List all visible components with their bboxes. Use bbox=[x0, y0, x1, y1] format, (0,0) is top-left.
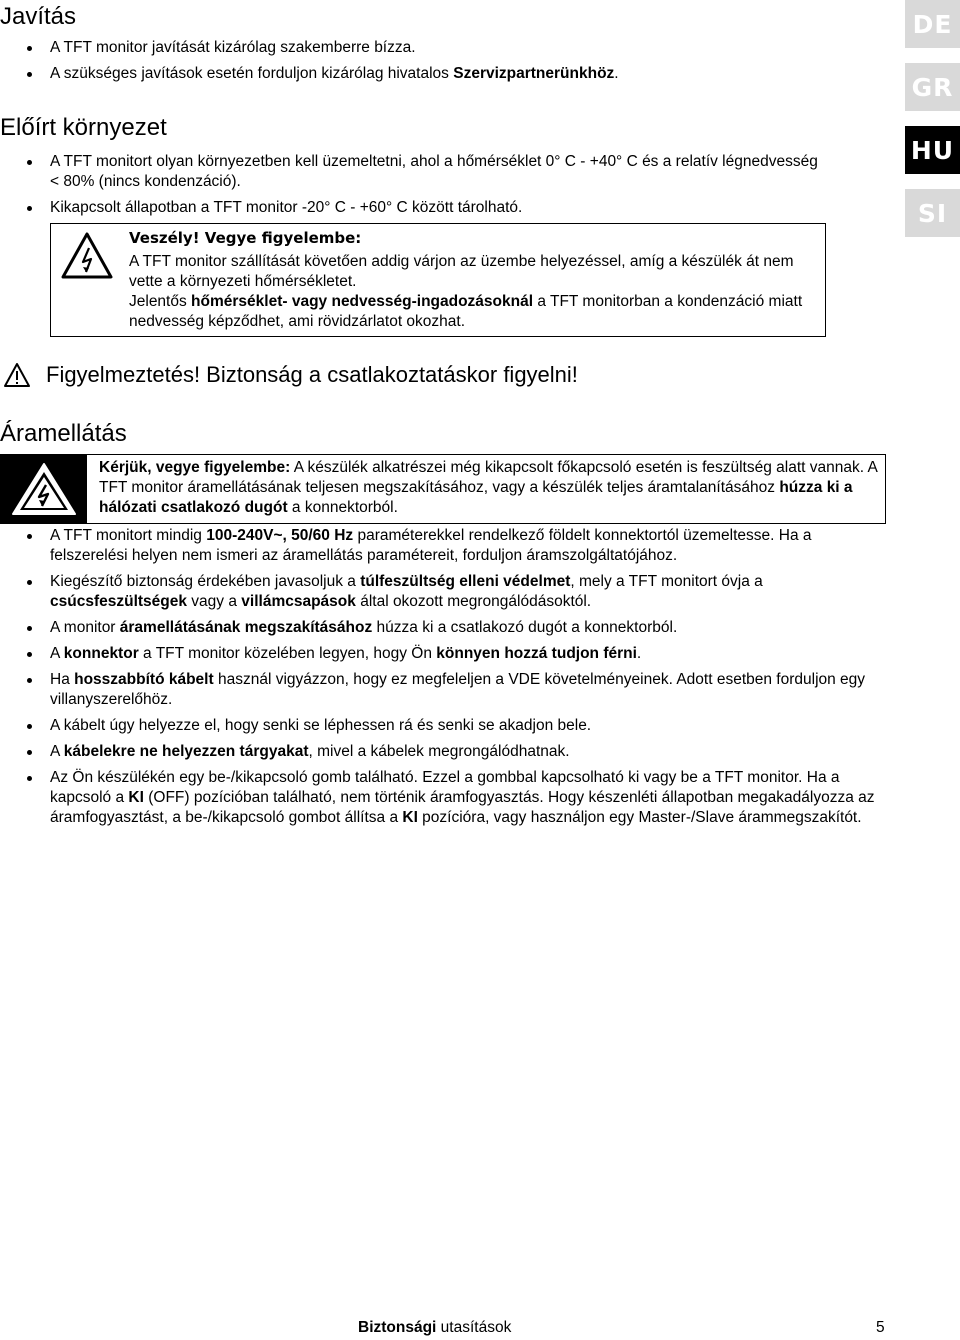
text-run: paraméterekkel rendelkező földelt konnektortól üzemeltesse. Ha a felszerelési helyen nem ismeri az áramellátás paramétereit, forduljon áramszolgáltatójához. bbox=[50, 527, 812, 564]
emphasis-text: 100-240V~, 50/60 Hz bbox=[206, 527, 354, 544]
list-item bbox=[0, 38, 880, 58]
list-item bbox=[0, 526, 880, 566]
text-run: a konnektorból. bbox=[287, 499, 398, 516]
emphasis-text: húzza ki a hálózati csatlakozó dugót bbox=[99, 479, 853, 516]
electric-hazard-panel bbox=[1, 455, 87, 523]
kornyezet-list bbox=[0, 152, 830, 218]
power-notice-box bbox=[0, 454, 886, 524]
text-run: Kikapcsolt állapotban a TFT monitor -20° C - +60° C között tárolható. bbox=[50, 199, 523, 216]
emphasis-text: hőmérséklet- vagy nedvesség-ingadozásoknál bbox=[191, 293, 534, 310]
warning-icon bbox=[3, 362, 31, 388]
danger-paragraph-1 bbox=[129, 252, 809, 292]
footer-title-bold: Biztonsági bbox=[358, 1319, 437, 1336]
text-run: A bbox=[50, 743, 64, 760]
text-run: . bbox=[636, 645, 642, 662]
emphasis-text: KI bbox=[128, 789, 144, 806]
text-run: A TFT monitort olyan környezetben kell üzemeltetni, ahol a hőmérséklet 0° C - +40° C és a relatív légnedvesség < 80% (nincs kondenzáció). bbox=[50, 153, 818, 190]
list-item bbox=[0, 64, 880, 84]
text-run: Az Ön készülékén egy be-/kikapcsoló gomb található. Ezzel a gombbal kapcsolható ki vagy be a TFT monitor. Ha a kapcsoló a bbox=[50, 769, 840, 806]
danger-box bbox=[50, 223, 826, 337]
text-run: pozícióra, vagy használjon egy Master-/Slave árammegszakítót. bbox=[417, 809, 862, 826]
footer-title-rest: utasítások bbox=[436, 1319, 512, 1336]
tab-si[interactable]: SI bbox=[905, 189, 960, 237]
warning-heading: Figyelmeztetés! Biztonság a csatlakoztatáskor figyelni! bbox=[46, 362, 578, 387]
text-run: Ha bbox=[50, 671, 75, 688]
power-notice-text bbox=[99, 458, 879, 518]
list-item bbox=[0, 768, 880, 828]
javitas-list bbox=[0, 38, 880, 84]
text-run: (OFF) pozícióban található, nem történik áramfogyasztás. Hogy készenléti állapotban megakadályozza az áramfogyasztást, a be-/kikapcsoló gombot állítsa a bbox=[50, 789, 875, 826]
list-item bbox=[0, 742, 880, 762]
danger-paragraph-2 bbox=[129, 292, 809, 332]
emphasis-text: villámcsapások bbox=[241, 593, 356, 610]
list-item bbox=[0, 572, 880, 612]
text-run: . bbox=[614, 65, 619, 82]
text-run: húzza ki a csatlakozó dugót a konnektorból. bbox=[372, 619, 678, 636]
danger-heading: Veszély! Vegye figyelembe: bbox=[129, 229, 362, 247]
electric-hazard-icon bbox=[60, 231, 114, 281]
page-number: 5 bbox=[876, 1319, 885, 1336]
tab-hu[interactable]: HU bbox=[905, 126, 960, 174]
text-run: Kiegészítő biztonság érdekében javasoljuk a bbox=[50, 573, 361, 590]
text-run: vagy a bbox=[187, 593, 242, 610]
text-run: a TFT monitorban a kondenzáció miatt nedvesség képződhet, ami rövidzárlatot okozhat. bbox=[129, 293, 803, 330]
section-title-javitas: Javítás bbox=[0, 3, 77, 30]
text-run: A TFT monitor szállítását követően addig várjon az üzembe helyezéssel, amíg a készülék át nem vette a környezeti hőmérsékletet. bbox=[129, 253, 794, 290]
electric-hazard-icon bbox=[10, 461, 78, 517]
list-item bbox=[0, 198, 830, 218]
emphasis-text: kábelekre ne helyezzen tárgyakat bbox=[63, 743, 309, 760]
text-run: A bbox=[50, 645, 64, 662]
list-item bbox=[0, 618, 880, 638]
emphasis-text: Kérjük, vegye figyelembe: bbox=[99, 459, 291, 476]
emphasis-text: Szervizpartnerünkhöz bbox=[453, 65, 615, 82]
text-run: A monitor bbox=[50, 619, 120, 636]
section-title-eloirt-kornyezet: Előírt környezet bbox=[0, 114, 167, 141]
emphasis-text: KI bbox=[402, 809, 418, 826]
emphasis-text: konnektor bbox=[63, 645, 139, 662]
tab-de[interactable]: DE bbox=[905, 0, 960, 48]
emphasis-text: áramellátásának megszakításához bbox=[119, 619, 373, 636]
emphasis-text: könnyen hozzá tudjon férni bbox=[436, 645, 637, 662]
text-run: használ vigyázzon, hogy ez megfeleljen a VDE követelményeinek. Adott esetben forduljon egy villanyszerelőhöz. bbox=[50, 671, 866, 708]
section-title-aramellatas: Áramellátás bbox=[0, 420, 127, 447]
text-run: által okozott megrongálódásoktól. bbox=[355, 593, 592, 610]
emphasis-text: hosszabbító kábelt bbox=[74, 671, 214, 688]
text-run: , mivel a kábelek megrongálódhatnak. bbox=[308, 743, 570, 760]
emphasis-text: túlfeszültség elleni védelmet bbox=[360, 573, 571, 590]
text-run: A készülék alkatrészei még kikapcsolt főkapcsoló esetén is feszültség alatt vannak. A TFT monitor áramellátásának teljesen megszakításához, vagy a készülék teljes áramtalanításához bbox=[99, 459, 877, 496]
list-item bbox=[0, 152, 830, 192]
text-run: , mely a TFT monitort óvja a bbox=[570, 573, 763, 590]
footer-title bbox=[358, 1319, 511, 1337]
text-run: A kábelt úgy helyezze el, hogy senki se léphessen rá és senki se akadjon bele. bbox=[50, 717, 592, 734]
list-item bbox=[0, 716, 880, 736]
text-run: A szükséges javítások esetén forduljon kizárólag hivatalos bbox=[50, 65, 454, 82]
text-run: A TFT monitor javítását kizárólag szakemberre bízza. bbox=[50, 39, 416, 56]
aramellatas-list bbox=[0, 526, 880, 828]
text-run: a TFT monitor közelében legyen, hogy Ön bbox=[138, 645, 437, 662]
list-item bbox=[0, 670, 880, 710]
text-run: Jelentős bbox=[129, 293, 192, 310]
tab-gr[interactable]: GR bbox=[905, 63, 960, 111]
list-item bbox=[0, 644, 880, 664]
emphasis-text: csúcsfeszültségek bbox=[50, 593, 187, 610]
text-run: A TFT monitort mindig bbox=[50, 527, 207, 544]
